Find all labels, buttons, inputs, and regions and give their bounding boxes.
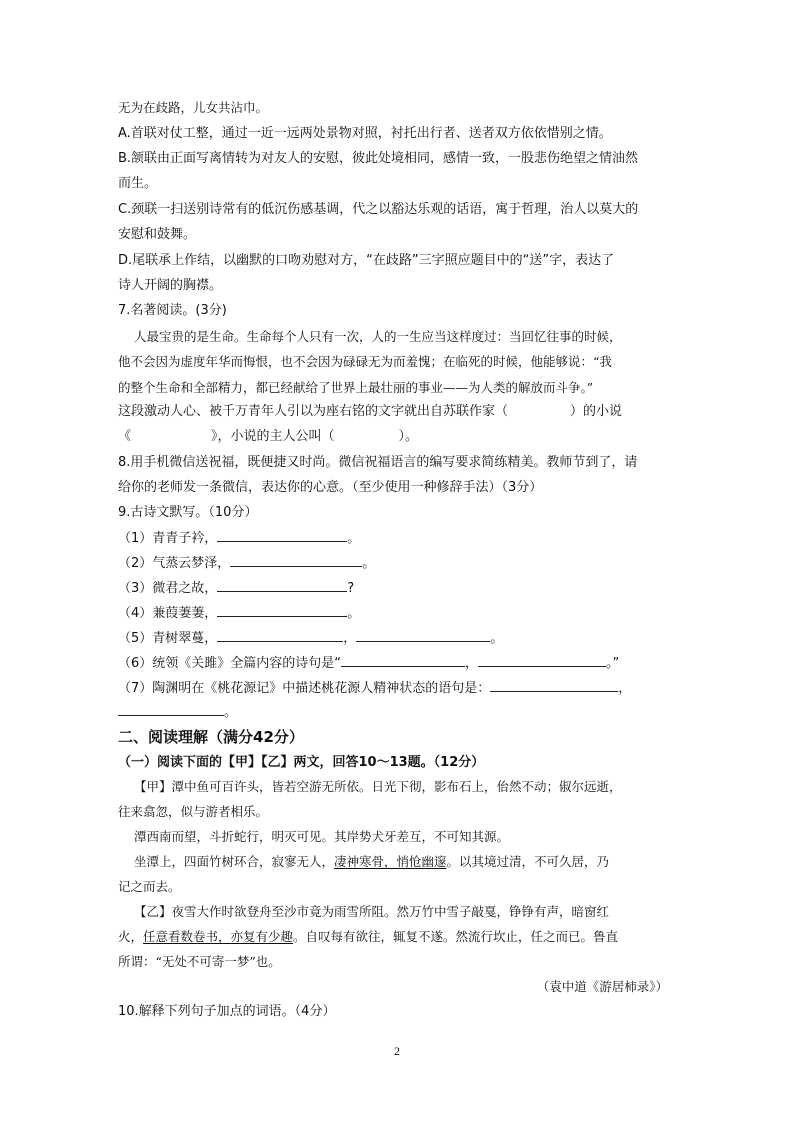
answer-blank[interactable] bbox=[217, 580, 347, 592]
passage-yi-line: 所谓：“无处不可寄一梦”也。 bbox=[118, 954, 281, 969]
q9-punct: ? bbox=[347, 581, 355, 596]
q9-item-2 bbox=[118, 555, 375, 572]
q7-title: 7.名著阅读。(3分) bbox=[118, 303, 227, 318]
page-number: 2 bbox=[394, 1044, 400, 1058]
q6-option-b-cont: 而生。 bbox=[118, 176, 158, 191]
passage-text: 坐潭上，四面竹树环合，寂寥无人， bbox=[134, 854, 335, 869]
q8-text: 给你的老师发一条微信，表达你的心意。（至少使用一种修辞手法）（3分） bbox=[118, 480, 543, 495]
q9-prompt: （7）陶渊明在《桃花源记》中描述桃花源人精神状态的语句是： bbox=[118, 681, 491, 696]
passage-text: 。以其境过清，不可久居，乃 bbox=[446, 854, 610, 869]
q7-passage-line: 他不会因为虚度年华而悔恨，也不会因为碌碌无为而羞愧；在临死的时候，他能够说：“我 bbox=[118, 354, 612, 369]
answer-blank[interactable] bbox=[217, 605, 347, 617]
passage-jia-line: 【甲】潭中鱼可百许头，皆若空游无所依。日光下彻，影布石上，佁然不动；俶尔远逝， bbox=[134, 779, 622, 794]
answer-blank[interactable] bbox=[217, 630, 343, 642]
q7-question-line bbox=[118, 429, 418, 445]
q7-passage-line: 人最宝贵的是生命。生命每个人只有一次，人的一生应当这样度过：当回忆往事的时候， bbox=[134, 329, 622, 344]
q9-prompt: （1）青青子衿， bbox=[118, 531, 218, 546]
passage-source: （袁中道《游居柿录》） bbox=[536, 979, 668, 994]
section-heading: 二、阅读理解（满分42分） bbox=[118, 728, 304, 746]
q9-prompt: （3）微君之故， bbox=[118, 581, 218, 596]
q9-item-6 bbox=[118, 655, 619, 672]
answer-blank[interactable] bbox=[341, 655, 465, 667]
q6-option-d: D.尾联承上作结，以幽默的口吻劝慰对方，“在歧路”三字照应题目中的“送”字，表达了 bbox=[118, 253, 615, 268]
underlined-phrase: 任意看数卷书，亦复有少趣 bbox=[143, 929, 294, 944]
q9-punct: ， bbox=[343, 631, 357, 646]
q9-prompt: （5）青树翠蔓， bbox=[118, 631, 218, 646]
passage-jia-line: 潭西南而望，斗折蛇行，明灭可见。其岸势犬牙差互，不可知其源。 bbox=[134, 829, 510, 844]
passage-yi-line bbox=[118, 929, 618, 945]
q7-passage-line: 的整个生命和全部精力，都已经献给了世界上最壮丽的事业——为人类的解放而斗争。” bbox=[118, 380, 594, 395]
q8-text: 8.用手机微信送祝福，既便捷又时尚。微信祝福语言的编写要求简练精美。教师节到了，请 bbox=[118, 455, 638, 470]
q9-punct: 。 bbox=[347, 531, 361, 546]
q9-punct: 。 bbox=[224, 705, 238, 720]
answer-blank[interactable] bbox=[118, 704, 224, 716]
q9-title: 9.古诗文默写。（10分） bbox=[118, 505, 258, 520]
passage-yi-line: 【乙】夜雪大作时欲登舟至沙市竟为雨雪所阻。然万竹中雪子敲戛，铮铮有声，暗窗红 bbox=[134, 904, 610, 919]
answer-blank[interactable] bbox=[217, 530, 347, 542]
q6-option-d-cont: 诗人开阔的胸襟。 bbox=[118, 278, 223, 293]
q7-text: 》，小说的主人公叫（ bbox=[211, 429, 335, 444]
q7-text: ）的小说 bbox=[570, 404, 623, 419]
answer-blank[interactable] bbox=[478, 655, 606, 667]
underlined-phrase: 凄神寒骨，悄怆幽邃 bbox=[334, 854, 447, 869]
q7-question-line bbox=[118, 404, 622, 420]
subsection-heading: （一）阅读下面的【甲】【乙】两文，回答10～13题。（12分） bbox=[118, 755, 485, 770]
q9-punct: 。 bbox=[362, 556, 376, 571]
answer-blank[interactable] bbox=[490, 680, 618, 692]
passage-text: 火， bbox=[118, 929, 144, 944]
q9-item-7-cont bbox=[118, 704, 237, 721]
q9-item-7 bbox=[118, 680, 631, 697]
poem-tail: 无为在歧路，儿女共沾巾。 bbox=[118, 100, 269, 115]
passage-jia-line bbox=[134, 854, 609, 870]
q9-punct: 。 bbox=[347, 606, 361, 621]
q6-option-b: B.颔联由正面写离情转为对友人的安慰，彼此处境相同，感情一致，一股悲伤绝望之情油然 bbox=[118, 151, 639, 166]
q9-item-3 bbox=[118, 580, 354, 597]
q10-title: 10.解释下列句子加点的词语。（4分） bbox=[118, 1004, 336, 1019]
q9-punct: 。 bbox=[490, 631, 504, 646]
q9-punct: ， bbox=[618, 681, 632, 696]
q9-punct: ， bbox=[465, 656, 479, 671]
q9-prompt: （2）气蒸云梦泽， bbox=[118, 556, 231, 571]
q9-prompt: （4）兼葭萋萋， bbox=[118, 606, 218, 621]
q7-text: 《 bbox=[118, 429, 132, 444]
answer-blank[interactable] bbox=[230, 555, 362, 567]
q6-option-c: C.颈联一扫送别诗常有的低沉伤感基调，代之以豁达乐观的话语，寓于哲理，治人以莫大的 bbox=[118, 202, 639, 217]
q9-item-1 bbox=[118, 530, 360, 547]
q7-text: ）。 bbox=[398, 429, 419, 444]
q7-text: 这段激动人心、被千万青年人引以为座右铭的文字就出自苏联作家（ bbox=[118, 404, 509, 419]
q9-punct: 。” bbox=[606, 656, 620, 671]
passage-jia-line: 记之而去。 bbox=[118, 879, 181, 894]
q9-item-5 bbox=[118, 630, 503, 647]
passage-jia-line: 往来翕忽，似与游者相乐。 bbox=[118, 804, 269, 819]
q9-prompt: （6）统领《关雎》全篇内容的诗句是“ bbox=[118, 656, 342, 671]
passage-text: 。自叹每有欲往，辄复不遂。然流行坎止，任之而已。鲁直 bbox=[293, 929, 619, 944]
q6-option-a: A.首联对仗工整，通过一近一远两处景物对照，衬托出行者、送者双方依依惜别之情。 bbox=[118, 126, 612, 141]
q9-item-4 bbox=[118, 605, 360, 622]
answer-blank[interactable] bbox=[356, 630, 490, 642]
q6-option-c-cont: 安慰和鼓舞。 bbox=[118, 227, 197, 242]
